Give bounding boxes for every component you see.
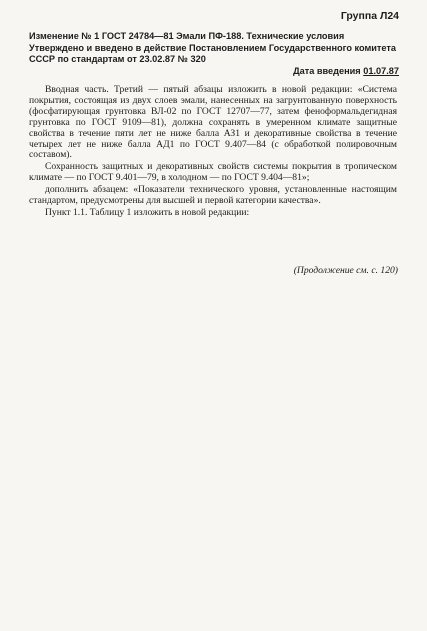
body-paragraph: Пункт 1.1. Таблицу 1 изложить в новой редакции:	[45, 206, 250, 218]
group-label: Группа Л24	[340, 10, 399, 22]
effective-date-label: Дата введения	[293, 66, 361, 76]
continuation-note: (Продолжение см. с. 120)	[293, 265, 398, 276]
body-paragraph: Вводная часть. Третий — пятый абзацы изложить в новой редакции: «Система покрытия, состоящая из двух слоев эмали, нанесенных на загрунтованную поверхность (фосфатирующая грунтовка ВЛ-02 по ГОСТ 12707—77, затем феноформальдегидная грунтовка по ГОСТ 9109—81), должна сохранять в умеренном климате защитные свойства в течение пяти лет не ниже балла АЗ1 и декоративные свойства в течение четырех лет не ниже балла АД1 по ГОСТ 9.407—84 (с обработкой полировочным составом).	[29, 84, 397, 161]
document-body	[29, 85, 397, 220]
approval-statement: Утверждено и введено в действие Постановлением Государственного комитета СССР по стандартам от 23.02.87 № 320	[29, 43, 396, 64]
effective-date-value: 01.07.87	[363, 66, 399, 76]
body-paragraph: Сохранность защитных и декоративных свойств системы покрытия в тропическом климате — по ГОСТ 9.401—79, в холодном — по ГОСТ 9.404—81»;	[29, 161, 397, 184]
amendment-title: Изменение № 1 ГОСТ 24784—81 Эмали ПФ-188. Технические условия	[29, 31, 345, 41]
body-paragraph: дополнить абзацем: «Показатели технического уровня, установленные настоящим стандартом, предусмотрены для высшей и первой категории качества».	[29, 184, 397, 207]
effective-date	[293, 66, 399, 76]
